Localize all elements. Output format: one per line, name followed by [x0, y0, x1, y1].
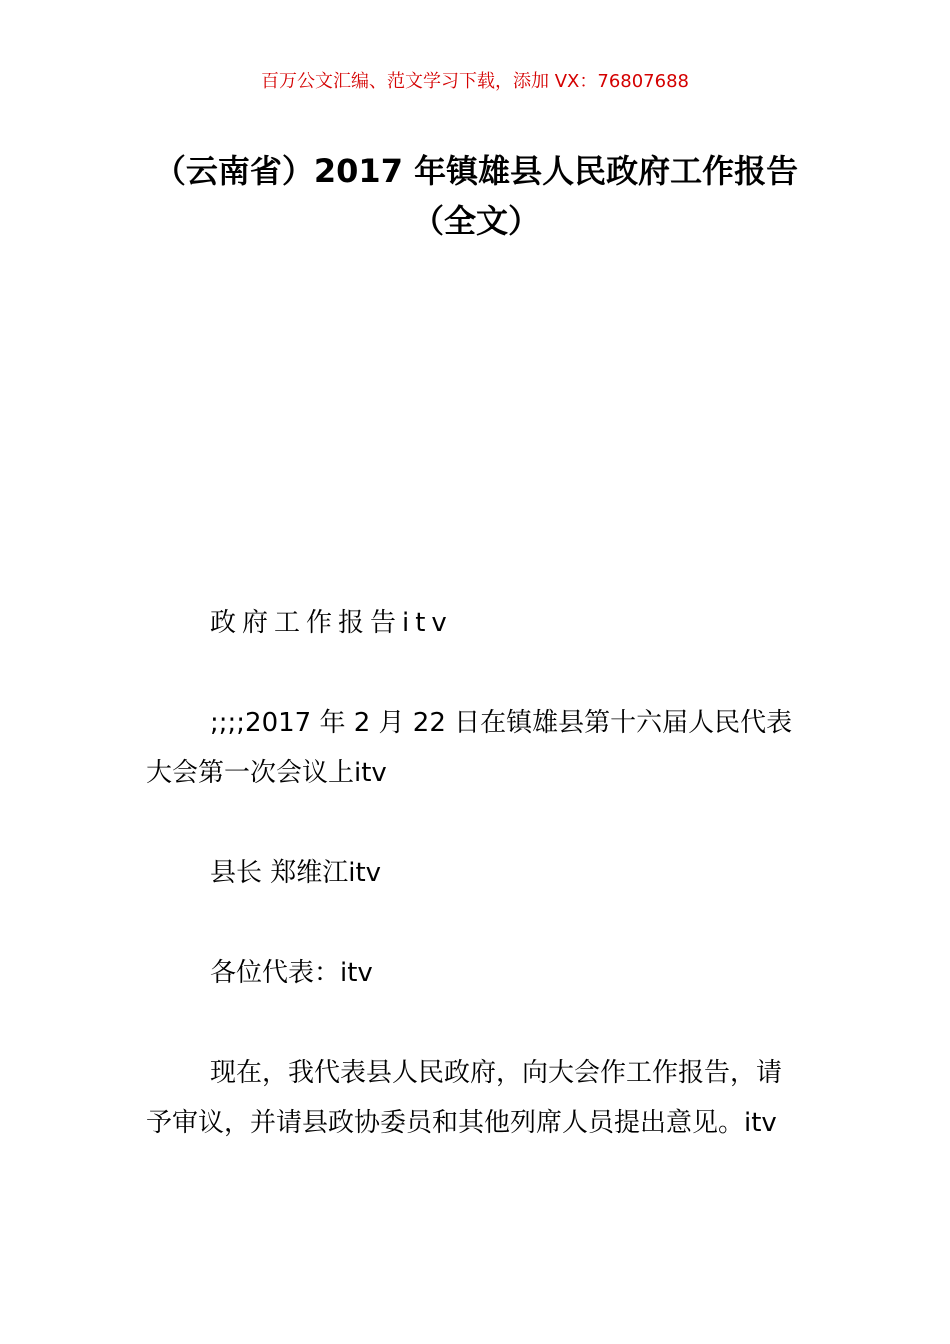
paragraph-meeting-info: ;;;;2017 年 2 月 22 日在镇雄县第十六届人民代表大会第一次会议上itv	[146, 708, 793, 788]
paragraph-salutation: 各位代表：itv	[210, 958, 373, 988]
paragraph-opening: 现在，我代表县人民政府，向大会作工作报告，请予审议，并请县政协委员和其他列席人员提出意见。itv	[146, 1058, 783, 1138]
document-title: （云南省）2017 年镇雄县人民政府工作报告（全文）	[153, 152, 799, 240]
header-note: 百万公文汇编、范文学习下载，添加 VX：76807688	[261, 71, 689, 92]
paragraph-speaker: 县长 郑维江itv	[210, 858, 382, 888]
paragraph-report-heading: 政府工作报告itv	[210, 608, 453, 638]
